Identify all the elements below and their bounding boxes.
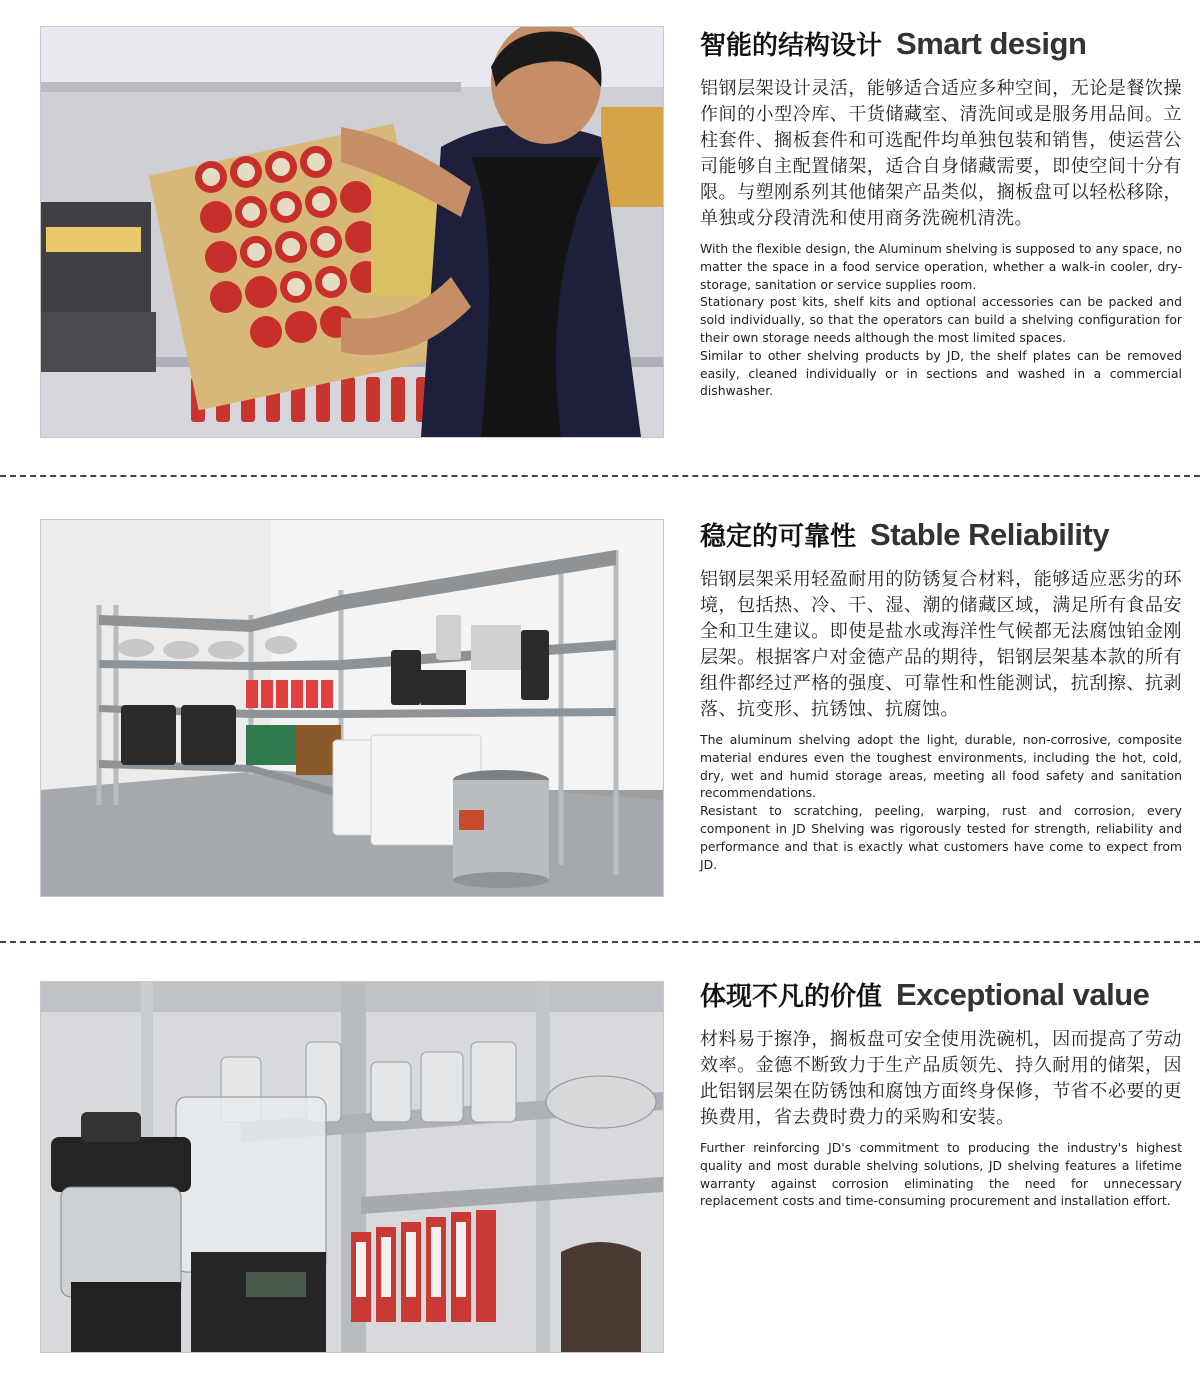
section-smart-design [0,0,1200,470]
photo-illustration [41,520,663,896]
body-english-paragraph: Similar to other shelving products by JD, the shelf plates can be removed easily, cleaned individually or in sections and washed in a commercial dishwasher. [700,347,1182,399]
section-text [700,22,1182,400]
body-chinese: 铝钢层架采用轻盈耐用的防锈复合材料，能够适应恶劣的环境，包括热、冷、干、湿、潮的储藏区域，满足所有食品安全和卫生建议。即使是盐水或海洋性气候都无法腐蚀铂金刚层架。根据客户对金德产品的期待，铝钢层架基本款的所有组件都经过严格的强度、可靠性和性能测试，抗刮擦、抗剥落、抗变形、抗锈蚀、抗腐蚀。 [700,569,1182,720]
title-chinese: 稳定的可靠性 [700,522,857,552]
section-stable-reliability [0,477,1200,942]
body-english-paragraph: Resistant to scratching, peeling, warping, rust and corrosion, every component in JD Shelving was rigorously tested for strength, reliability and performance and that is exactly what customers have come to expect from JD. [700,803,1182,872]
section-text [700,973,1182,1210]
body-english-paragraph: Further reinforcing JD's commitment to producing the industry's highest quality and most durable shelving solutions, JD shelving features a lifetime warranty against corrosion eliminating the need for unnecessary replacement costs and time-consuming procurement and installation effort. [700,1140,1182,1209]
section-text [700,513,1182,873]
section-exceptional-value [0,943,1200,1373]
body-english-paragraph: The aluminum shelving adopt the light, durable, non-corrosive, composite material endures even the toughest environments, including the hot, cold, dry, wet and humid storage areas, meeting all food safety and sanitation recommendations. [700,732,1182,801]
title-english: Smart design [896,26,1087,61]
body-english [700,240,1182,400]
photo-worker-stocking-shelf [40,26,664,438]
body-english-paragraph: With the flexible design, the Aluminum shelving is supposed to any space, no matter the space in a food service operation, whether a walk-in cooler, dry-storage, sanitation or service supplies room. [700,241,1182,292]
photo-illustration [41,982,663,1352]
section-title [700,22,1182,66]
title-chinese: 体现不凡的价值 [700,982,883,1012]
title-chinese: 智能的结构设计 [700,31,883,61]
section-title [700,513,1182,557]
body-english [700,1139,1182,1210]
body-chinese: 铝钢层架设计灵活，能够适合适应多种空间，无论是餐饮操作间的小型冷库、干货储藏室、清洗间或是服务用品间。立柱套件、搁板套件和可选配件均单独包装和销售，使运营公司能够自主配置储架，适合自身储藏需要，即使空间十分有限。与塑刚系列其他储架产品类似，搁板盘可以轻松移除，单独或分段清洗和使用商务洗碗机清洗。 [700,78,1182,229]
photo-kitchen-appliances-shelving [40,981,664,1353]
title-english: Exceptional value [896,977,1150,1012]
photo-illustration [41,27,663,437]
section-title [700,973,1182,1017]
body-english [700,731,1182,873]
body-english-paragraph: Stationary post kits, shelf kits and optional accessories can be packed and sold individually, so that the operators can build a shelving configuration for their own storage needs although the most limited spaces. [700,294,1182,345]
photo-storage-room-shelving [40,519,664,897]
body-chinese: 材料易于擦净，搁板盘可安全使用洗碗机，因而提高了劳动效率。金德不断致力于生产品质领先、持久耐用的储架，因此铝钢层架在防锈蚀和腐蚀方面终身保修，节省不必要的更换费用，省去费时费力的采购和安装。 [700,1029,1182,1128]
title-english: Stable Reliability [870,517,1110,552]
